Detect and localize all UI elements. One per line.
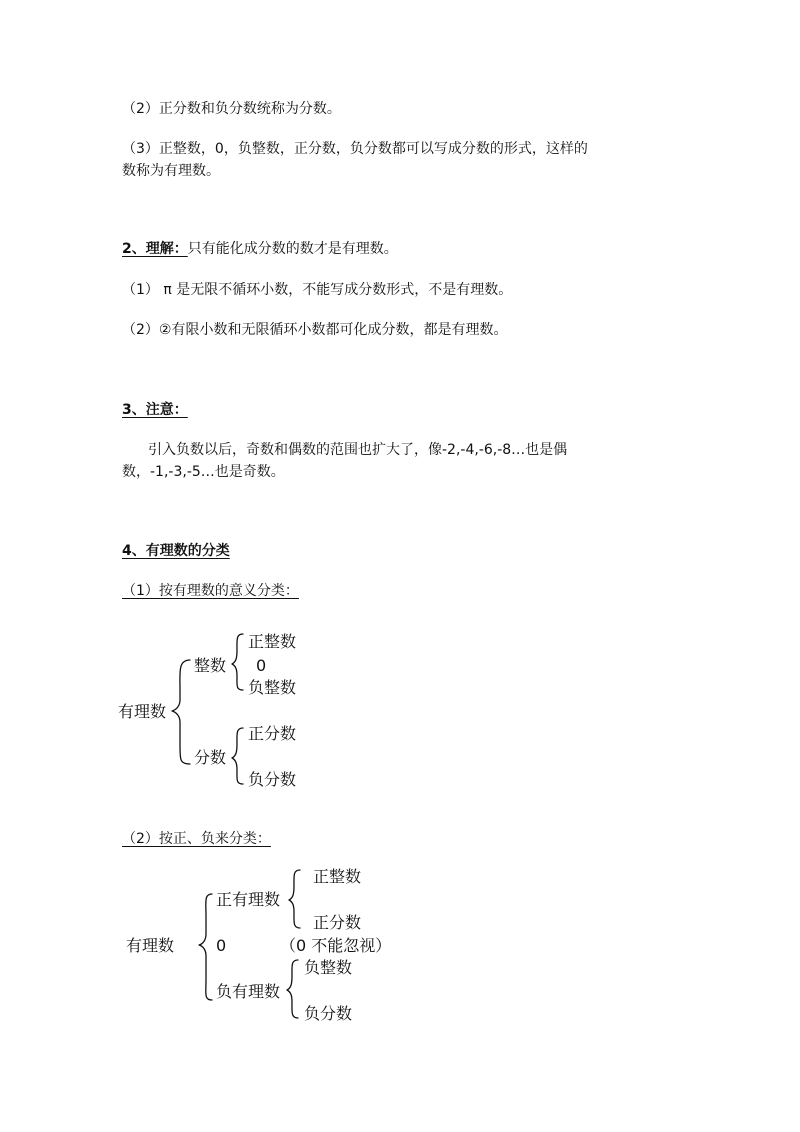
paragraph-even-numbers: 引入负数以后，奇数和偶数的范围也扩大了，像-2,-4,-6,-8…也是偶 bbox=[148, 442, 568, 458]
paragraph-rational-definition-line2: 数称为有理数。 bbox=[122, 163, 220, 179]
section-heading: 3、注意： bbox=[122, 402, 188, 418]
tree1-negative-integers-label: 负整数 bbox=[248, 678, 297, 697]
tree1-root-label: 有理数 bbox=[118, 702, 167, 721]
tree2-positive-brace bbox=[289, 870, 300, 928]
list-item-pi: （1） π 是无限不循环小数，不能写成分数形式，不是有理数。 bbox=[122, 282, 513, 298]
subsection-by-meaning: （1）按有理数的意义分类： bbox=[122, 583, 299, 599]
tree2-negative-brace bbox=[287, 960, 298, 1018]
tree2-positive-integers-label: 正整数 bbox=[313, 867, 362, 886]
section-heading: 4、有理数的分类 bbox=[122, 543, 230, 559]
tree2-root-brace bbox=[199, 894, 212, 1000]
paragraph-odd-numbers: 数，-1,-3,-5…也是奇数。 bbox=[122, 464, 285, 480]
section-heading: 2、理解： bbox=[122, 241, 188, 257]
tree1-positive-integers-label: 正整数 bbox=[248, 632, 297, 651]
list-item-decimals: （2）②有限小数和无限循环小数都可化成分数，都是有理数。 bbox=[122, 322, 508, 338]
tree1-integers-label: 整数 bbox=[194, 656, 227, 675]
tree2-negative-integers-label: 负整数 bbox=[304, 958, 353, 977]
tree1-positive-fractions-label: 正分数 bbox=[248, 724, 297, 743]
paragraph-positive-negative-fractions: （2）正分数和负分数统称为分数。 bbox=[122, 101, 341, 117]
subsection-by-sign: （2）按正、负来分类： bbox=[122, 831, 271, 847]
tree2-negative-fractions-label: 负分数 bbox=[304, 1004, 353, 1023]
paragraph-rational-definition-line1: （3）正整数，0，负整数，正分数，负分数都可以写成分数的形式，这样的 bbox=[122, 141, 588, 157]
tree1-negative-fractions-label: 负分数 bbox=[248, 770, 297, 789]
tree2-zero-label: 0 bbox=[216, 936, 227, 955]
tree1-zero-label: 0 bbox=[256, 656, 267, 675]
tree1-fractions-label: 分数 bbox=[194, 748, 227, 767]
section-statement: 只有能化成分数的数才是有理数。 bbox=[187, 241, 398, 257]
tree2-positive-fractions-label: 正分数 bbox=[313, 913, 362, 932]
tree2-negative-label: 负有理数 bbox=[216, 982, 281, 1001]
tree2-zero-note: （0 不能忽视） bbox=[280, 936, 392, 955]
tree2-root-label: 有理数 bbox=[126, 936, 175, 955]
tree2-positive-label: 正有理数 bbox=[216, 890, 281, 909]
